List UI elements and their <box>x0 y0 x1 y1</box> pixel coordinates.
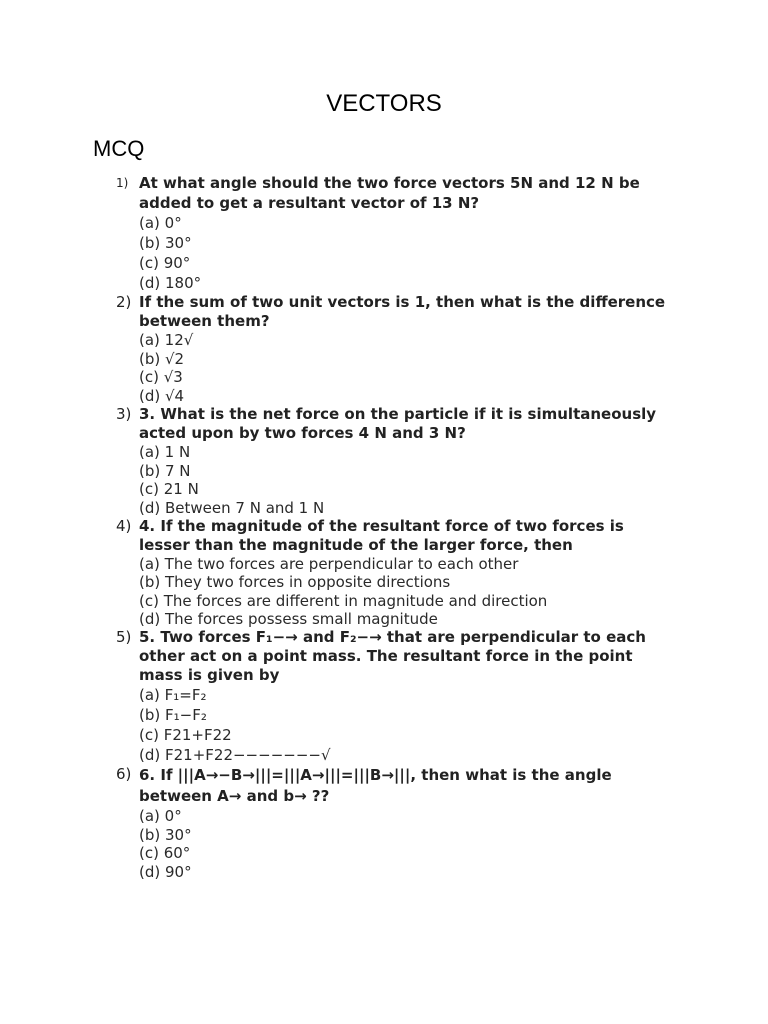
option-item: (a) The two forces are perpendicular to each other <box>139 555 519 573</box>
option-list <box>139 331 768 405</box>
option-list <box>139 807 768 881</box>
option-item: (d) The forces possess small magnitude <box>139 609 438 628</box>
option-item: (a) 1 N <box>139 443 191 461</box>
question-text: If the sum of two unit vectors is 1, then what is the difference between them? <box>139 293 671 330</box>
question-number: 4) <box>116 517 132 535</box>
page-title: VECTORS <box>326 90 442 117</box>
option-item: (a) 0° <box>139 214 182 232</box>
question-item <box>0 405 768 517</box>
option-item: (b) 30° <box>139 825 192 844</box>
option-item: (c) 60° <box>139 844 191 863</box>
option-item: (c) F21+F22 <box>139 726 232 745</box>
option-item: (c) The forces are different in magnitude and direction <box>139 591 548 610</box>
question-text: 3. What is the net force on the particle if it is simultaneously acted upon by two forces 4 N and 3 N? <box>139 405 662 442</box>
question-item <box>0 628 768 765</box>
option-item: (d) √4 <box>139 386 185 405</box>
question-number: 3) <box>116 405 132 423</box>
option-item: (d) Between 7 N and 1 N <box>139 498 325 517</box>
option-item: (b) 7 N <box>139 461 191 480</box>
question-text: At what angle should the two force vectors 5N and 12 N be added to get a resultant vector of 13 N? <box>139 174 645 212</box>
option-item: (d) 180° <box>139 274 202 292</box>
option-list <box>139 555 768 628</box>
option-item: (c) 90° <box>139 254 191 272</box>
section-heading: MCQ <box>93 136 145 161</box>
question-text: 4. If the magnitude of the resultant force of two forces is lesser than the magnitude of the larger force, then <box>139 517 630 554</box>
question-number: 2) <box>116 293 132 311</box>
question-number: 5) <box>116 628 132 647</box>
question-text: 6. If |||A→−B→|||=|||A→|||=|||B→|||, then what is the angle between A→ and b→ ?? <box>139 766 617 806</box>
option-item: (d) F21+F22−−−−−−−√ <box>139 746 331 765</box>
question-number: 6) <box>116 765 132 784</box>
option-item: (d) 90° <box>139 862 192 881</box>
option-list <box>139 213 768 293</box>
option-item: (b) They two forces in opposite directions <box>139 573 451 592</box>
option-item: (b) F₁−F₂ <box>139 706 207 725</box>
option-item: (b) 30° <box>139 234 192 252</box>
option-list <box>139 443 768 517</box>
option-item: (a) 0° <box>139 807 182 826</box>
question-item <box>0 517 768 628</box>
question-item <box>0 293 768 405</box>
option-item: (a) 12√ <box>139 331 194 349</box>
question-list <box>0 173 768 881</box>
option-list <box>139 685 768 765</box>
question-text: 5. Two forces F₁−→ and F₂−→ that are perpendicular to each other act on a point mass. The resultant force in the point mass is given by <box>139 628 652 685</box>
option-item: (c) √3 <box>139 368 183 386</box>
option-item: (a) F₁=F₂ <box>139 686 207 705</box>
question-item <box>0 765 768 881</box>
question-number: 1) <box>116 176 129 190</box>
option-item: (c) 21 N <box>139 480 199 498</box>
option-item: (b) √2 <box>139 349 185 368</box>
question-item <box>0 173 768 293</box>
